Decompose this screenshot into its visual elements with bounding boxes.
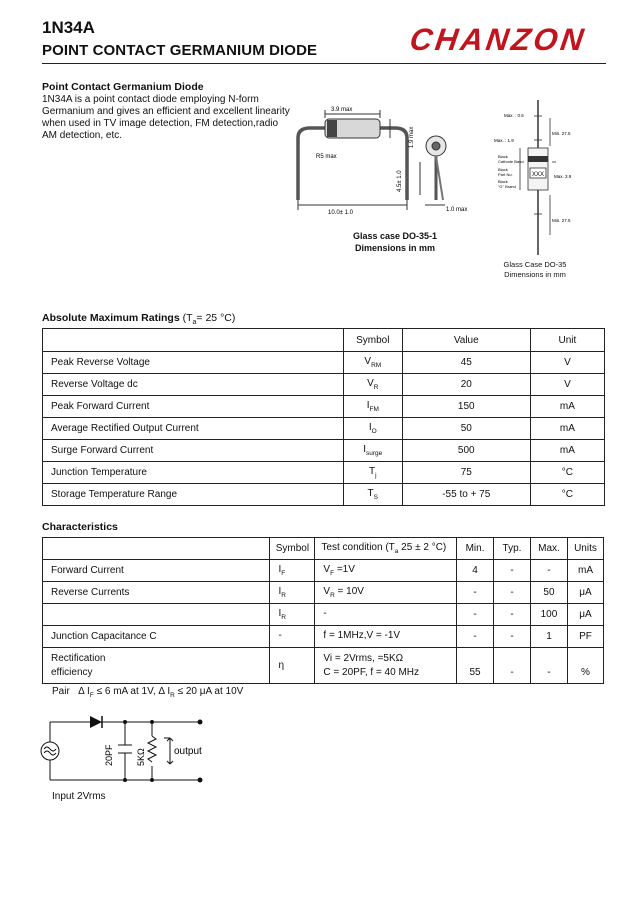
symbol-subscript: RM <box>371 362 382 369</box>
condition-cell <box>315 626 457 648</box>
min-cell: 55 <box>457 648 494 684</box>
symbol-subscript: R <box>281 592 286 599</box>
typ-cell: - <box>494 626 531 648</box>
param-cell: Storage Temperature Range <box>43 484 344 506</box>
header-unit: Unit <box>530 329 604 352</box>
symbol-subscript: R <box>373 384 379 391</box>
dim-body-label: 3.9 max <box>331 107 353 113</box>
table-row <box>43 462 605 484</box>
symbol-subscript: R <box>281 614 286 621</box>
abs-max-table <box>42 328 605 506</box>
param-cell: Peak Forward Current <box>43 396 344 418</box>
table-row <box>43 396 605 418</box>
table-row <box>43 352 605 374</box>
table-header-row <box>43 329 605 352</box>
dim-top-label: Max. : 0.5 <box>504 113 524 118</box>
condition-cell <box>315 604 457 626</box>
symbol-text: I <box>368 422 372 433</box>
value-cell: 75 <box>402 462 530 484</box>
typ-cell: - <box>494 604 531 626</box>
min-cell: 4 <box>457 560 494 582</box>
param-cell: Forward Current <box>43 560 270 582</box>
symbol-subscript: FM <box>369 406 379 413</box>
header-units: Units <box>567 538 603 560</box>
capacitor-label: 20PF <box>104 744 114 766</box>
symbol-text: T <box>369 466 376 477</box>
symbol-cell <box>343 440 402 462</box>
brand-logo: CHANZON <box>407 22 589 57</box>
dim-min-bottom-label: Min. 27.5 <box>552 218 571 223</box>
label-part-no: Part No. <box>498 172 513 177</box>
right-figure-caption <box>490 260 580 280</box>
max-cell: 1 <box>530 626 567 648</box>
intro-text: 1N34A is a point contact diode employing N-form Germanium and gives an efficient and excellent linearity when used in TV image detection, FM detection,radio AM detection, etc. <box>42 94 290 141</box>
symbol-subscript: S <box>373 494 378 501</box>
min-cell: - <box>457 604 494 626</box>
min-cell: - <box>457 582 494 604</box>
header-value: Value <box>402 329 530 352</box>
label-black-1: Black <box>498 154 508 159</box>
label-black-3: Black <box>498 179 508 184</box>
abs-max-title: Absolute Maximum Ratings ($T_a= 25$ °C) <box>42 312 236 327</box>
symbol-cell <box>343 418 402 440</box>
test-circuit-diagram <box>40 708 220 790</box>
param-cell: Reverse Voltage dc <box>43 374 344 396</box>
pair-note: Pair Δ $I_F \le 6$ mA at 1V, Δ $I_R \le 20$ μA at 10V <box>52 686 244 699</box>
param-cell <box>43 604 270 626</box>
value-cell: 20 <box>402 374 530 396</box>
unit-cell: μA <box>567 604 603 626</box>
unit-cell: °C <box>530 462 604 484</box>
dim-max19-label: Max. : 1.9 <box>494 138 514 143</box>
label-brand: "G" Brand <box>498 184 516 189</box>
left-caption-line2: Dimensions in mm <box>354 243 435 253</box>
label-black-2: Black <box>498 167 508 172</box>
condition-line1: Vi = 2Vrms, =5KΩ <box>323 652 404 664</box>
symbol-text: I <box>363 444 367 455</box>
header-test-condition: Test condition ($T_a$ 25 ± 2 °C) <box>315 538 457 560</box>
condition-cell <box>315 582 457 604</box>
table-row <box>43 484 605 506</box>
condition-text-post: = 10V <box>334 586 364 597</box>
max-cell: 100 <box>530 604 567 626</box>
symbol-text: V <box>364 356 372 367</box>
value-cell: -55 to + 75 <box>402 484 530 506</box>
dim-lead-label: 4.5± 1.0 <box>397 170 403 192</box>
param-cell: Peak Reverse Voltage <box>43 352 344 374</box>
intro-title: Point Contact Germanium Diode <box>42 81 204 93</box>
resistor-label: 5KΩ <box>136 748 146 766</box>
symbol-text: I <box>278 608 282 619</box>
dim-min-top-label: Min. 27.5 <box>552 131 571 136</box>
value-cell: 45 <box>402 352 530 374</box>
symbol-cell: η <box>270 648 315 684</box>
symbol-cell <box>343 462 402 484</box>
circuit-input-label: Input 2Vrms <box>52 791 106 802</box>
param-cell: Surge Forward Current <box>43 440 344 462</box>
unit-cell: % <box>567 648 603 684</box>
do35-1-package-drawing <box>270 100 480 230</box>
min-cell: - <box>457 626 494 648</box>
max-cell: - <box>530 560 567 582</box>
table-row <box>43 560 604 582</box>
dim-max39-label: Max. 3.9 <box>554 174 572 179</box>
table-row <box>43 604 604 626</box>
table-row <box>43 582 604 604</box>
max-cell: 50 <box>530 582 567 604</box>
symbol-cell <box>270 560 315 582</box>
output-label: output <box>174 746 202 757</box>
param-cell: Reverse Currents <box>43 582 270 604</box>
param-line2: efficiency <box>51 666 93 678</box>
symbol-text: I <box>278 564 282 575</box>
max-cell: - <box>530 648 567 684</box>
symbol-text: T <box>367 488 374 499</box>
unit-cell: °C <box>530 484 604 506</box>
symbol-cell <box>343 484 402 506</box>
param-cell <box>43 648 270 684</box>
symbol-cell <box>270 604 315 626</box>
unit-cell: mA <box>530 418 604 440</box>
symbol-cell <box>343 352 402 374</box>
symbol-cell <box>270 626 315 648</box>
symbol-subscript: j <box>375 472 377 479</box>
do35-package-drawing <box>490 100 590 260</box>
dim-width-label: 10.0± 1.0 <box>328 210 353 216</box>
condition-text: - <box>323 608 327 619</box>
value-cell: 50 <box>402 418 530 440</box>
header-symbol: Symbol <box>343 329 402 352</box>
condition-cell <box>315 560 457 582</box>
table-row <box>43 440 605 462</box>
symbol-subscript: F <box>281 570 286 577</box>
unit-cell: mA <box>567 560 603 582</box>
header-symbol: Symbol <box>270 538 315 560</box>
condition-text: f = 1MHz,V = -1V <box>323 630 401 641</box>
symbol-cell <box>270 582 315 604</box>
table-row <box>43 626 604 648</box>
condition-subscript: F <box>330 570 335 577</box>
condition-text-post: =1V <box>334 564 355 575</box>
condition-subscript: R <box>330 592 335 599</box>
left-caption-line1: Glass case DO-35-1 <box>352 231 438 241</box>
left-figure-caption <box>330 230 460 254</box>
symbol-subscript: surge <box>366 450 383 457</box>
symbol-cell <box>343 396 402 418</box>
condition-text: V <box>323 564 331 575</box>
table-row <box>43 374 605 396</box>
symbol-subscript: O <box>371 428 377 435</box>
param-cell: Junction Capacitance C <box>43 626 270 648</box>
condition-text: V <box>323 586 331 597</box>
param-cell: Junction Temperature <box>43 462 344 484</box>
right-caption-line2: Dimensions in mm <box>504 270 566 279</box>
symbol-text: I <box>366 400 370 411</box>
characteristics-title: Characteristics <box>42 521 118 533</box>
typ-cell: - <box>494 648 531 684</box>
param-cell: Average Rectified Output Current <box>43 418 344 440</box>
param-line1: Rectification <box>51 652 106 664</box>
unit-cell: mA <box>530 396 604 418</box>
unit-cell: PF <box>567 626 603 648</box>
symbol-text: I <box>278 586 282 597</box>
table-header-row <box>43 538 604 560</box>
table-row <box>43 648 604 684</box>
characteristics-table <box>42 537 604 684</box>
label-cathode-band: Cathode Band <box>498 159 524 164</box>
value-cell: 500 <box>402 440 530 462</box>
header-typ: Typ. <box>494 538 531 560</box>
part-number: 1N34A <box>42 18 95 37</box>
unit-cell: mA <box>530 440 604 462</box>
typ-cell: - <box>494 560 531 582</box>
dim-thickness-label: 1.0 max <box>446 207 468 213</box>
typ-cell: - <box>494 582 531 604</box>
marking-xxx: XXX <box>532 172 545 178</box>
symbol-cell <box>343 374 402 396</box>
right-caption-line1: Glass Case DO-35 <box>503 260 567 269</box>
header-max: Max. <box>530 538 567 560</box>
page-subtitle: POINT CONTACT GERMANIUM DIODE <box>42 42 318 59</box>
symbol-text: - <box>278 630 282 641</box>
dim-radius-label: R5 max <box>316 154 337 160</box>
value-cell: 150 <box>402 396 530 418</box>
unit-cell: V <box>530 374 604 396</box>
dim-height-label: 1.9 max <box>409 126 415 148</box>
header-min: Min. <box>457 538 494 560</box>
table-row <box>43 418 605 440</box>
header-divider <box>42 63 606 64</box>
symbol-text: V <box>367 378 374 389</box>
unit-cell: V <box>530 352 604 374</box>
condition-cell <box>315 648 457 684</box>
condition-line2: C = 20PF, f = 40 MHz <box>323 666 420 678</box>
unit-cell: μA <box>567 582 603 604</box>
